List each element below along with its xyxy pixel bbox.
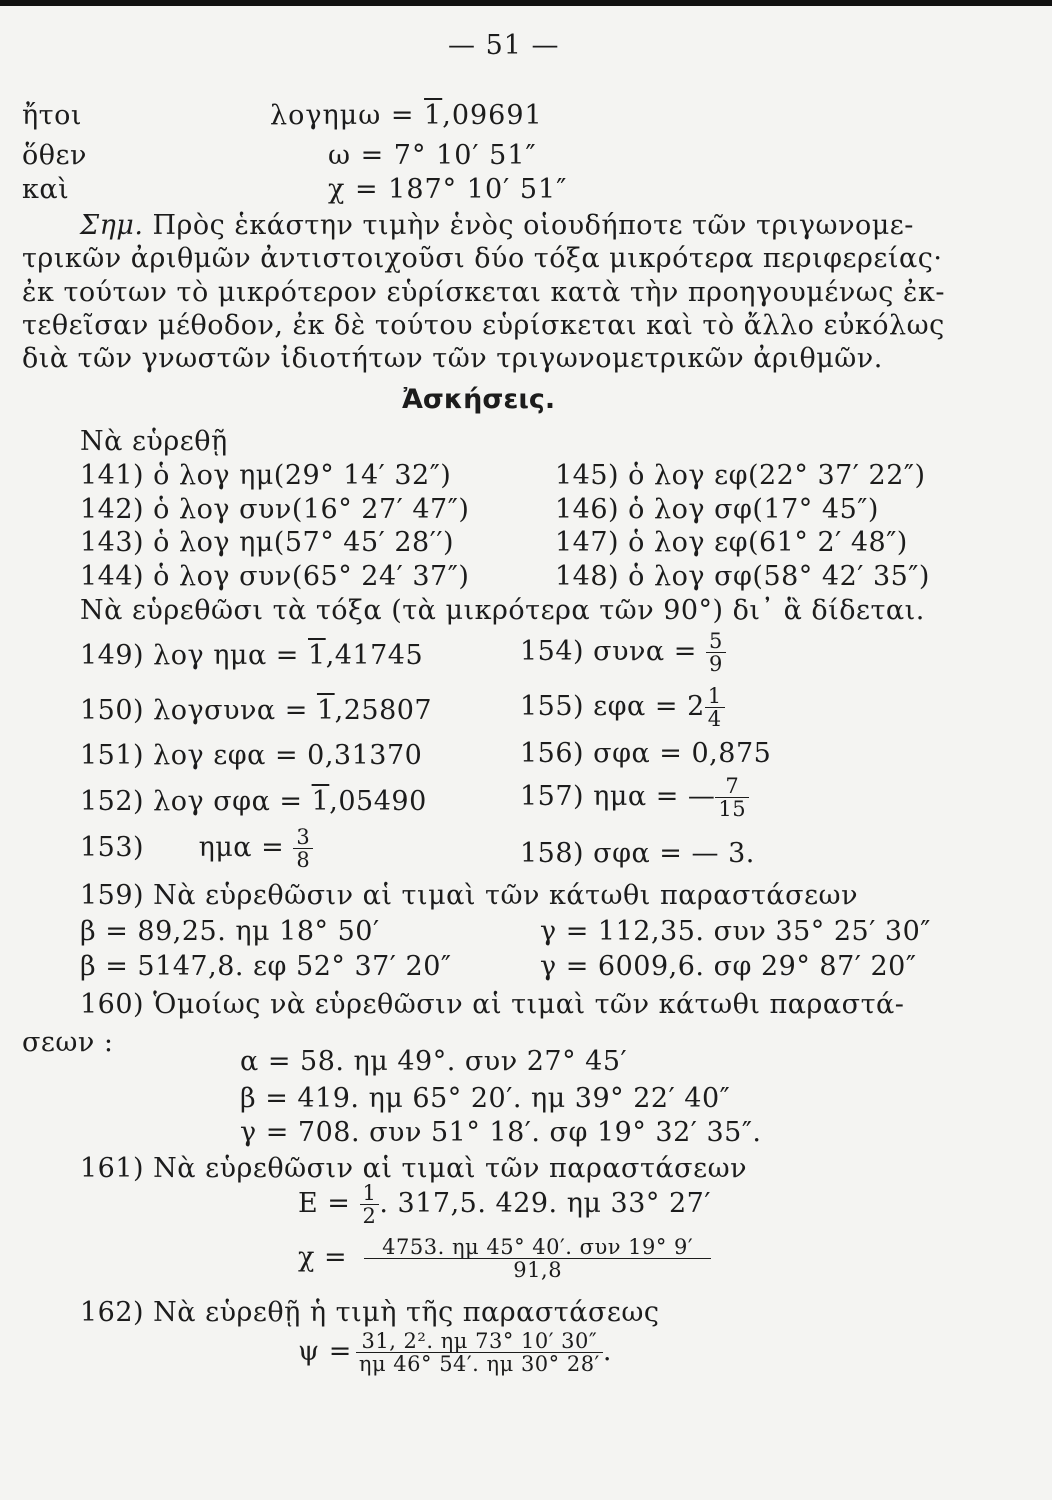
exercise-161-title: 161) Νὰ εὑρεθῶσιν αἱ τιμαὶ τῶν παραστάσεων [80, 1153, 747, 1184]
intro-expr-1: λογημω = 1,09691 [270, 100, 543, 131]
exercise-154: 154) συνα = $\frac{5}{9}$ [520, 630, 726, 675]
fraction-chi: $\frac{\text{4753. ημ 45° 40′. συν 19° 9′}}{91,8}$ [364, 1236, 711, 1281]
exercise-158: 158) σφα = — 3. [520, 838, 755, 869]
exercise-162-psi: ψ = $\frac{\text{31, 2². ημ 73° 10′ 30″}}{\eta\mu 46^\circ 54'. \eta\mu 30^\circ 28'}$ . [298, 1329, 612, 1377]
exercise-147: 147) ὁ λογ εφ(61° 2′ 48″) [555, 527, 908, 558]
exercise-155: 155) εφα = 2 $\frac{1}{4}$ [520, 685, 725, 730]
exercise-142: 142) ὁ λογ συν(16° 27′ 47″) [80, 494, 470, 525]
note-label: Σημ. [80, 210, 144, 241]
exercise-160-alpha: α = 58. ημ 49°. συν 27° 45′ [240, 1046, 628, 1077]
exercise-162-title: 162) Νὰ εὑρεθῇ ἡ τιμὴ τῆς παραστάσεως [80, 1297, 660, 1328]
intro-expr-2: ω = 7° 10′ 51″ [328, 140, 537, 171]
exercise-153: 153) ημα = $\frac{3}{8}$ [80, 826, 313, 871]
intro-expr-3: χ = 187° 10′ 51″ [328, 174, 568, 205]
instruction-find: Νὰ εὑρεθῇ [80, 426, 228, 457]
exercise-141: 141) ὁ λογ ημ(29° 14′ 32″) [80, 460, 452, 491]
fraction-5-9: $\frac{5}{9}$ [706, 630, 726, 675]
note-line-5: διὰ τῶν γνωστῶν ἰδιοτήτων τῶν τριγωνομετρικῶν ἀριθμῶν. [22, 343, 883, 374]
note-line-1: Σημ. Πρὸς ἑκάστην τιμὴν ἑνὸς οἱουδήποτε τῶν τριγωνομε- [80, 210, 914, 241]
scan-top-edge [0, 0, 1052, 6]
exercise-160-beta: β = 419. ημ 65° 20′. ημ 39° 22′ 40″ [240, 1083, 731, 1114]
exercise-159-gamma-2: γ = 6009,6. σφ 29° 87′ 20″ [540, 951, 917, 982]
intro-label-3: καὶ [22, 174, 70, 205]
exercise-143: 143) ὁ λογ ημ(57° 45′ 28′′) [80, 527, 454, 558]
exercise-152: 152) λογ σφα = 1,05490 [80, 786, 427, 817]
instruction-arcs: Νὰ εὑρεθῶσι τὰ τόξα (τὰ μικρότερα τῶν 90°) δι᾽ ἃ δίδεται. [80, 595, 925, 626]
fraction-1-2: $\frac{1}{2}$ [360, 1182, 380, 1227]
exercise-160-gamma: γ = 708. συν 51° 18′. σφ 19° 32′ 35″. [240, 1117, 762, 1148]
note-line-3: ἐκ τούτων τὸ μικρότερον εὑρίσκεται κατὰ τὴν προηγουμένως ἐκ- [22, 277, 945, 308]
exercise-159-beta-2: β = 5147,8. εφ 52° 37′ 20″ [80, 951, 452, 982]
intro-label-1: ἤτοι [22, 100, 82, 131]
exercise-160-continuation: σεων : [22, 1027, 114, 1058]
exercise-151: 151) λογ εφα = 0,31370 [80, 740, 423, 771]
exercise-159-gamma-1: γ = 112,35. συν 35° 25′ 30″ [540, 916, 931, 947]
intro-label-2: ὅθεν [22, 140, 87, 171]
note-line-2: τρικῶν ἀριθμῶν ἀντιστοιχοῦσι δύο τόξα μικρότερα περιφερείας· [22, 243, 943, 274]
exercise-144: 144) ὁ λογ συν(65° 24′ 37″) [80, 561, 470, 592]
exercise-160-title: 160) Ὁμοίως νὰ εὑρεθῶσιν αἱ τιμαὶ τῶν κάτωθι παραστά- [80, 989, 905, 1020]
fraction-7-15: $\frac{7}{15}$ [715, 775, 749, 820]
fraction-3-8: $\frac{3}{8}$ [293, 826, 313, 871]
fraction-psi: $\frac{\text{31, 2². ημ 73° 10′ 30″}}{\eta\mu 46^\circ 54'. \eta\mu 30^\circ 28'}$ [356, 1330, 603, 1375]
exercise-156: 156) σφα = 0,875 [520, 738, 772, 769]
section-title: Ἀσκήσεις. [402, 384, 556, 415]
exercise-150: 150) λογσυνα = 1,25807 [80, 695, 433, 726]
exercise-161-E: Ε = $\frac{1}{2}$ . 317,5. 429. ημ 33° 27′ [298, 1181, 711, 1229]
exercise-145: 145) ὁ λογ εφ(22° 37′ 22″) [555, 460, 926, 491]
exercise-146: 146) ὁ λογ σφ(17° 45″) [555, 494, 879, 525]
exercise-149: 149) λογ ημα = 1,41745 [80, 640, 424, 671]
note-line-4: τεθεῖσαν μέθοδον, ἐκ δὲ τούτου εὑρίσκεται καὶ τὸ ἄλλο εὐκόλως [22, 310, 945, 341]
fraction-1-4: $\frac{1}{4}$ [705, 685, 725, 730]
exercise-161-chi: χ = $\frac{\text{4753. ημ 45° 40′. συν 19° 9′}}{91,8}$ [298, 1236, 711, 1281]
exercise-157: 157) ημα = — $\frac{7}{15}$ [520, 775, 749, 820]
exercise-159-beta-1: β = 89,25. ημ 18° 50′ [80, 916, 380, 947]
page-number: — 51 — [448, 30, 560, 61]
exercise-159-title: 159) Νὰ εὑρεθῶσιν αἱ τιμαὶ τῶν κάτωθι παραστάσεων [80, 880, 858, 911]
exercise-148: 148) ὁ λογ σφ(58° 42′ 35″) [555, 561, 930, 592]
